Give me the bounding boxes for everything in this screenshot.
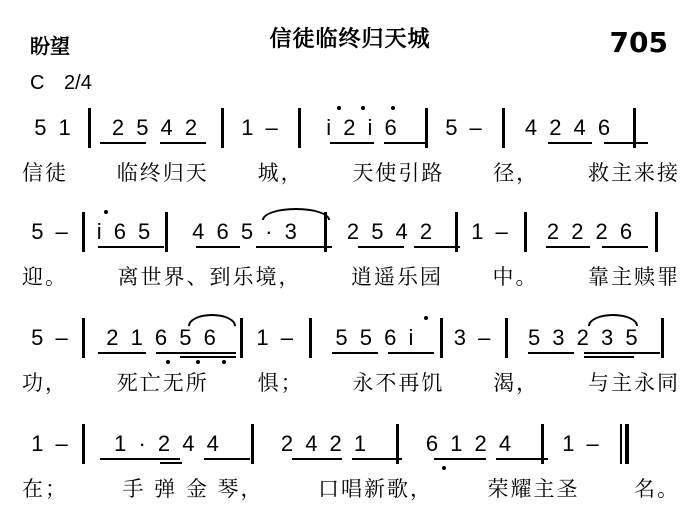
underline-beam xyxy=(180,356,236,358)
score-system-2 xyxy=(0,212,700,314)
lyric-word: 逍遥乐园 xyxy=(351,265,443,289)
underline-beam xyxy=(330,142,374,144)
high-octave-dot xyxy=(104,210,108,214)
measure: 5 3 2 3 5 xyxy=(527,325,641,350)
measure: 5 – xyxy=(445,115,485,140)
underline-beam xyxy=(388,352,434,354)
bar-line xyxy=(221,108,224,148)
measure: i 2 i 6 xyxy=(326,115,400,140)
measure: 1 – xyxy=(471,219,511,244)
bar-line xyxy=(524,212,527,252)
underline-beam xyxy=(256,246,332,248)
time-signature: 2/4 xyxy=(64,72,92,94)
underline-beam xyxy=(602,246,648,248)
high-octave-dot xyxy=(424,316,428,320)
lyric-word: 与主永同 xyxy=(587,371,680,395)
key-signature-line xyxy=(30,72,92,95)
underline-beam xyxy=(160,462,182,464)
bar-line xyxy=(661,318,664,358)
score-system-3 xyxy=(0,318,700,420)
bar-line xyxy=(502,108,505,148)
lyric-word: 城， xyxy=(257,161,304,185)
bar-line xyxy=(82,212,85,252)
bar-line xyxy=(309,318,312,358)
measure: 1 – xyxy=(241,115,281,140)
measure: 5 5 6 i xyxy=(335,325,417,350)
lyric-word: 天使引路 xyxy=(352,161,445,185)
bar-line xyxy=(82,424,85,464)
underline-beam xyxy=(100,142,146,144)
lyric-word: 救主来接 xyxy=(587,161,680,185)
underline-beam xyxy=(604,142,648,144)
lyric-word: 名。 xyxy=(633,477,680,501)
lyrics-row xyxy=(22,258,680,294)
underline-beam xyxy=(496,458,548,460)
lyrics-row xyxy=(22,364,680,400)
lyric-word: 在； xyxy=(22,477,68,501)
underline-beam xyxy=(98,352,146,354)
underline-beam xyxy=(352,458,402,460)
measure: 5 – xyxy=(31,219,71,244)
measure: 3 – xyxy=(453,325,494,350)
bar-line xyxy=(165,212,168,252)
bar-line xyxy=(655,212,658,252)
underline-beam xyxy=(332,352,378,354)
underline-beam xyxy=(384,142,428,144)
measure: 6 1 2 4 xyxy=(425,431,515,456)
lyric-word: 口唱新歌， xyxy=(318,477,433,501)
bar-line xyxy=(88,108,91,148)
underline-beam xyxy=(358,246,404,248)
lyrics-row xyxy=(22,154,680,190)
high-octave-dot xyxy=(361,106,365,110)
bar-line xyxy=(298,108,301,148)
measure: 2 5 4 2 xyxy=(346,219,436,244)
measure: 4 6 5 · 3 xyxy=(192,219,300,244)
underline-beam xyxy=(528,352,574,354)
lyric-word: 临终归天 xyxy=(116,161,209,185)
bar-line xyxy=(505,318,508,358)
score-system-4 xyxy=(0,424,700,526)
measure: 1 – xyxy=(31,431,71,456)
underline-beam xyxy=(292,458,342,460)
lyric-word: 死亡无所 xyxy=(116,371,209,395)
bar-line xyxy=(82,318,85,358)
underline-beam xyxy=(98,246,164,248)
measure: i 6 5 xyxy=(96,219,154,244)
high-octave-dot xyxy=(337,106,341,110)
measure: 2 2 2 6 xyxy=(546,219,636,244)
hymn-title: 信徒临终归天城 xyxy=(269,27,431,52)
measure: 5 – xyxy=(31,325,71,350)
underline-beam xyxy=(196,246,240,248)
measure: 5 1 xyxy=(34,115,74,140)
lyric-word: 功， xyxy=(22,371,68,395)
lyric-word: 迎。 xyxy=(22,265,68,289)
measure: 1 – xyxy=(562,431,602,456)
underline-beam xyxy=(434,458,486,460)
high-octave-dot xyxy=(391,106,395,110)
underline-beam xyxy=(160,142,206,144)
lyric-word: 手 弹 金 琴， xyxy=(122,477,264,501)
lyric-word: 永不再饥 xyxy=(352,371,445,395)
key-label: C xyxy=(30,72,45,94)
category-label: 盼望 xyxy=(30,34,70,58)
lyric-word: 中。 xyxy=(492,265,539,289)
final-bar-line xyxy=(620,424,629,464)
underline-beam xyxy=(546,246,590,248)
measure: 2 5 4 2 xyxy=(111,115,201,140)
measure: 1 – xyxy=(256,325,296,350)
bar-line xyxy=(240,318,243,358)
lyric-word: 渴， xyxy=(493,371,540,395)
measure: 1 · 2 4 4 xyxy=(114,431,222,456)
lyric-word: 径， xyxy=(493,161,540,185)
underline-beam xyxy=(204,458,250,460)
tie-slur xyxy=(188,314,236,326)
lyric-word: 离世界、到乐境， xyxy=(117,265,302,289)
underline-beam xyxy=(584,356,634,358)
measure: 4 2 4 6 xyxy=(524,115,614,140)
underline-beam xyxy=(156,352,236,354)
lyric-word: 荣耀主圣 xyxy=(487,477,580,501)
underline-beam xyxy=(100,458,180,460)
underline-beam xyxy=(414,246,460,248)
tie-slur xyxy=(588,314,638,326)
lyrics-row xyxy=(22,470,680,506)
score-system-1 xyxy=(0,108,700,210)
lyric-word: 信徒 xyxy=(22,161,68,185)
bar-line xyxy=(251,424,254,464)
lyric-word: 靠主赎罪 xyxy=(588,265,680,289)
underline-beam xyxy=(584,352,660,354)
lyric-word: 惧； xyxy=(257,371,304,395)
hymn-number: 705 xyxy=(609,26,668,59)
measure: 2 1 6 5 6 xyxy=(106,325,219,350)
measure: 2 4 2 1 xyxy=(280,431,370,456)
bar-line xyxy=(440,318,443,358)
underline-beam xyxy=(548,142,592,144)
